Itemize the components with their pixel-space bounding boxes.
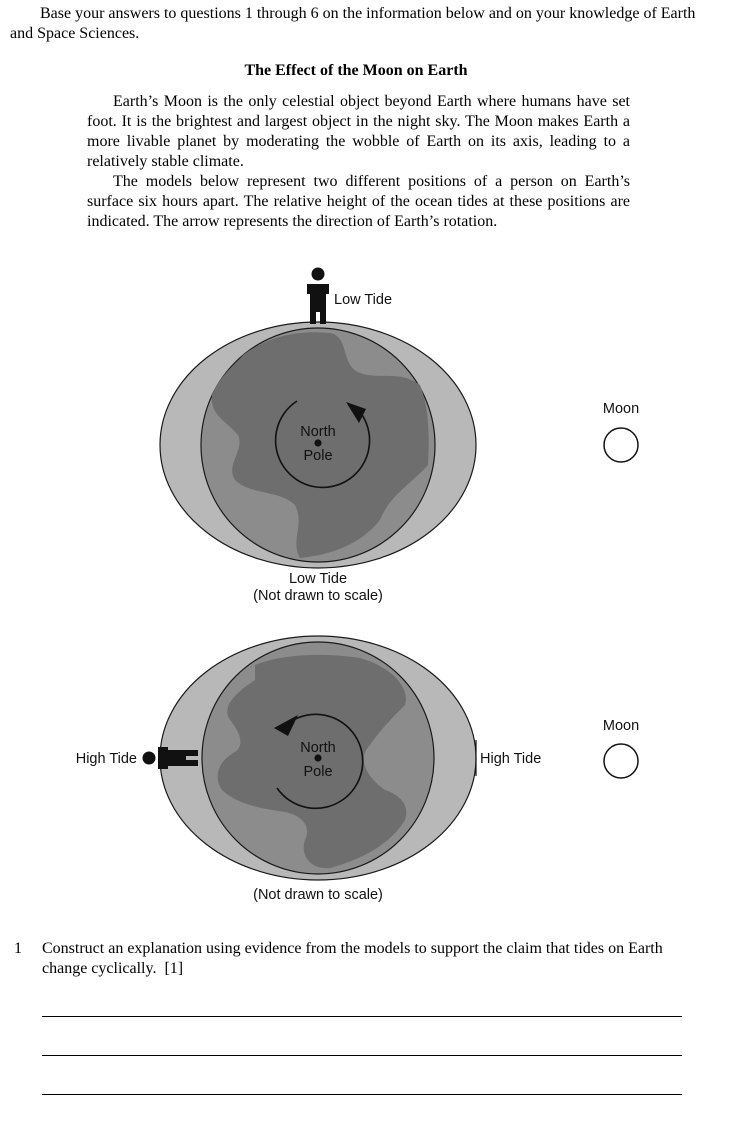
tide-model-1 xyxy=(0,255,730,610)
north-pole-label-1: North xyxy=(300,424,336,440)
tide-model-1-svg xyxy=(0,255,730,610)
passage xyxy=(87,92,630,232)
moon-icon xyxy=(604,428,638,462)
low-tide-bottom-label: Low Tide xyxy=(288,571,348,587)
tide-model-2-svg xyxy=(0,620,730,910)
north-pole-label-1: North xyxy=(300,740,336,756)
moon-label: Moon xyxy=(602,401,640,417)
passage-paragraph-2: The models below represent two different positions of a person on Earth’s surface six hours apart. The relative height of the ocean tides at these positions are indicated. The arrow represents the direction of Earth’s rotation. xyxy=(87,173,630,230)
scale-note: (Not drawn to scale) xyxy=(253,588,383,604)
passage-paragraph-1: Earth’s Moon is the only celestial object beyond Earth where humans have set foot. It is the brightest and largest object in the night sky. The Moon makes Earth a more livable planet by moderating the wobble of Earth on its axis, leading to a relatively stable climate. xyxy=(87,93,630,170)
question-prompt: Construct an explanation using evidence from the models to support the claim that tides on Earth change cyclically. xyxy=(42,940,663,977)
question-1 xyxy=(14,939,694,979)
scale-note: (Not drawn to scale) xyxy=(253,887,383,903)
question-number: 1 xyxy=(14,940,22,957)
high-tide-right-label: High Tide xyxy=(480,751,542,767)
question-points: [1] xyxy=(164,960,184,977)
moon-icon xyxy=(604,744,638,778)
low-tide-top-label: Low Tide xyxy=(334,292,393,308)
intro-text: Base your answers to questions 1 through 6 on the information below and on your knowledge of Earth and Space Sciences. xyxy=(10,5,696,42)
answer-line-2[interactable] xyxy=(42,1055,682,1056)
passage-title: The Effect of the Moon on Earth xyxy=(244,62,468,79)
north-pole-label-2: Pole xyxy=(303,764,333,780)
moon-label: Moon xyxy=(602,718,640,734)
answer-line-3[interactable] xyxy=(42,1094,682,1095)
answer-line-1[interactable] xyxy=(42,1016,682,1017)
high-tide-left-label: High Tide xyxy=(75,751,137,767)
north-pole-label-2: Pole xyxy=(303,448,333,464)
north-pole-dot xyxy=(314,439,321,446)
tide-model-2 xyxy=(0,620,730,910)
person-standing-icon xyxy=(307,268,329,325)
question-text xyxy=(42,939,694,979)
